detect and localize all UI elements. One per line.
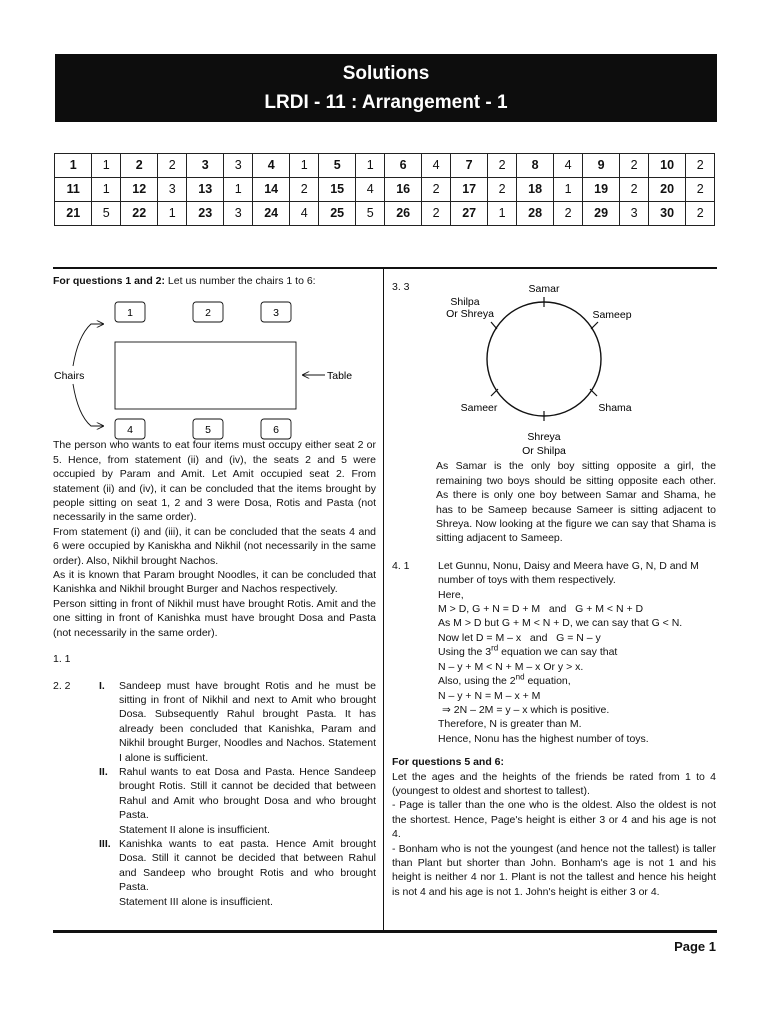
seat-1 [115, 302, 145, 322]
question-number: 8 [516, 154, 553, 178]
label-or-shilpa: Or Shilpa [522, 445, 566, 457]
label-or-shreya: Or Shreya [446, 308, 494, 320]
tick-sameep [591, 322, 598, 329]
q12-para-3: As it is known that Param brought Noodles, it can be concluded that Kanishka and Nikhil brought Burger and Nachos respectively. [53, 569, 376, 596]
arrow-up-icon [73, 324, 103, 366]
answer-value: 2 [620, 154, 649, 178]
answer-value: 1 [356, 154, 385, 178]
answer-value: 4 [356, 178, 385, 202]
question-number: 17 [450, 178, 487, 202]
statement-iii: III. Kanishka wants to eat pasta. Hence Amit brought Dosa. Still it cannot be decided that between Rahul and Sandeep who brought Rotis and who brought Pasta. Statement III alone is insufficient. [99, 837, 376, 908]
answer-value: 1 [488, 202, 517, 226]
answer-value: 2 [488, 178, 517, 202]
answer-value: 3 [224, 202, 253, 226]
label-shama: Shama [598, 402, 632, 414]
answer-3: 3. 3 [392, 281, 410, 293]
question-number: 15 [318, 178, 355, 202]
chairs-label: Chairs [54, 370, 85, 383]
question-number: 19 [582, 178, 619, 202]
answer-4-number: 4. 1 [392, 559, 410, 572]
tick-shama [590, 389, 597, 396]
q56-heading: For questions 5 and 6: [392, 756, 505, 769]
question-number: 16 [384, 178, 421, 202]
right-column: 3. 3 Samar Shilpa Or Shreya Sameep Sameer Shama Shreya Or Shilpa As Samar is the only boy sitting opposite a girl, the remaining two boys should be sitting opposite each other. As there is only one boy between Samar and Shama, he has to be Sameep because Sameer is sitting adjacent to Shreya. Now looking at the figure we can say that Shama is sitting adjacent to Sameep. 4. 1 Let Gunnu, Nonu, Daisy and Meera have G, N, D and M number of toys with them respectively. Here, M > D, G + N = D + M and G + M < N + D As M > D but G + M < N + D, we can say that G < N. Now let D = M – x and G = N – y Using the 3rd equation we can say that N – y + M < N + M – x Or y > x. Also, using the 2nd equation, N – y + N = M – x + M ⇒ 2N – 2M = y – x which is positive. Therefore, N is greater than M. Hence, Nonu has the highest number of toys. For questions 5 and 6: Let the ages and the heights of the friends be rated from 1 to 4 (youngest to oldest and shortest to tallest). - Page is taller than the one who is the oldest. Also the oldest is not the shortest. Hence, Page's height is either 3 or 4 and his age is not 4. - Bonham who is not the youngest (and hence not the tallest) is taller than Plant but shorter than John. Bonham's age is not 1 and his height is neither 4 nor 1. Plant is not the tallest and hence his height is not 4 and his age is not 1. John's height is either 3 or 4. [392, 281, 716, 898]
answer-value: 2 [488, 154, 517, 178]
answer-value: 1 [224, 178, 253, 202]
chair-table-diagram [53, 300, 376, 437]
q3-explanation: As Samar is the only boy sitting opposite a girl, the remaining two boys should be sitting opposite each other. As there is only one boy between Samar and Shama, he has to be Sameep because Sameer is sitting adjacent to Shreya. Now looking at the figure we can say that Shama is sitting adjacent to Sameep. [436, 460, 716, 545]
q4-using-third: Using the 3rd equation we can say that [438, 643, 618, 659]
q56-line-3: - Bonham who is not the youngest (and hence not the tallest) is taller than Plant but shorter than John. Bonham's age is not 1 and his height is neither 4 nor 1. Plant is not the tallest and hence his height is not 4 and his age is not 1. John's height is either 3 or 4. [392, 842, 716, 898]
statement-ii: II. Rahul wants to eat Dosa and Pasta. Hence Sandeep brought Rotis. Still it cannot be decided that between Rahul and Amit who brought Dosa and who brought Pasta. Statement II alone is insufficient. [99, 765, 376, 836]
question-number: 26 [384, 202, 421, 226]
svg-text:2: 2 [205, 307, 211, 320]
circular-arrangement-diagram [392, 280, 716, 456]
answer-value: 4 [290, 202, 319, 226]
answer-value: 3 [620, 202, 649, 226]
bottom-divider [53, 930, 717, 933]
seat-4 [115, 419, 145, 439]
top-divider [53, 267, 717, 269]
solutions-header [55, 54, 717, 122]
q12-intro: For questions 1 and 2: Let us number the chairs 1 to 6: [53, 275, 316, 287]
question-number: 11 [55, 178, 92, 202]
answer-value: 4 [554, 154, 583, 178]
svg-text:6: 6 [273, 424, 279, 437]
tick-sameer [491, 389, 498, 396]
arrow-down-icon [73, 384, 103, 426]
q12-para-4: Person sitting in front of Nikhil must have brought Rotis. Amit and the one sitting in front of Kanishka must have brought Dosa and Pasta (not necessarily in the same order). [53, 597, 376, 639]
table-rectangle [115, 342, 296, 409]
column-divider [383, 268, 384, 932]
question-number: 24 [252, 202, 289, 226]
question-number: 9 [582, 154, 619, 178]
answer-value: 5 [92, 202, 121, 226]
question-number: 5 [318, 154, 355, 178]
question-number: 21 [55, 202, 92, 226]
answer-value: 5 [356, 202, 385, 226]
answer-value: 3 [158, 178, 187, 202]
question-number: 27 [450, 202, 487, 226]
seat-3 [261, 302, 291, 322]
answer-value: 4 [422, 154, 451, 178]
question-number: 3 [186, 154, 223, 178]
answer-value: 2 [290, 178, 319, 202]
page-number: Page 1 [674, 939, 716, 954]
q12-para-2: From statement (i) and (iii), it can be concluded that the seats 4 and 6 were occupied by Kaniskha and Nikhil (not necessarily in the same order). Also, Nikhil brought Nachos. [53, 525, 376, 567]
question-number: 13 [186, 178, 223, 202]
svg-text:4: 4 [127, 424, 133, 437]
q12-heading: For questions 1 and 2: [53, 275, 166, 287]
implies-arrow-icon: ⇒ [442, 703, 451, 716]
question-number: 7 [450, 154, 487, 178]
question-number: 12 [120, 178, 157, 202]
header-subtitle: LRDI - 11 : Arrangement - 1 [264, 92, 508, 113]
question-number: 14 [252, 178, 289, 202]
question-number: 29 [582, 202, 619, 226]
question-number: 28 [516, 202, 553, 226]
question-number: 25 [318, 202, 355, 226]
answer-value: 1 [554, 178, 583, 202]
table-label: Table [327, 370, 353, 383]
label-sameep: Sameep [592, 309, 632, 321]
question-number: 4 [252, 154, 289, 178]
question-number: 10 [648, 154, 685, 178]
question-number: 6 [384, 154, 421, 178]
answer-value: 2 [686, 202, 715, 226]
answer-value: 2 [620, 178, 649, 202]
label-shreya: Shreya [527, 431, 561, 443]
answer-2-number: 2. 2 [53, 679, 71, 692]
seat-2 [193, 302, 223, 322]
answer-value: 3 [224, 154, 253, 178]
answer-value: 1 [158, 202, 187, 226]
q4-implies: ⇒ 2N – 2M = y – x which is positive. [438, 703, 716, 717]
q4-using-second: Also, using the 2nd equation, [438, 672, 571, 688]
label-samar: Samar [528, 283, 560, 295]
q12-para-1: The person who wants to eat four items must occupy either seat 2 or 5. Hence, from statement (ii) and (iv), the seats 2 and 5 were occupied by Param and Amit. Let Amit occupied seat 2. From statement (ii) and (iv), it can be concluded that the items brought by people sitting on seat 1, 2 and 3 were Dosa, Rotis and Pasta (not necessarily in the same order). [53, 439, 376, 524]
statement-i: I. Sandeep must have brought Rotis and he must be sitting in front of Nikhil and next to Amit who brought Dosa. Subsequently Rahul brought Pasta. It has already been concluded that Kanishka, Param and Nikhil brought Burger, Noodles and Nachos. Statement I alone is sufficient. [99, 679, 376, 764]
answer-key-table [54, 153, 715, 226]
answer-value: 1 [92, 178, 121, 202]
svg-text:5: 5 [205, 424, 211, 437]
seating-circle [487, 302, 601, 416]
question-number: 23 [186, 202, 223, 226]
svg-text:3: 3 [273, 307, 279, 320]
answer-value: 1 [92, 154, 121, 178]
answer-value: 2 [422, 178, 451, 202]
answer-value: 2 [554, 202, 583, 226]
label-sameer: Sameer [460, 402, 498, 414]
tick-shilpa [491, 322, 497, 329]
answer-key-row [55, 178, 715, 202]
question-number: 30 [648, 202, 685, 226]
question-number: 20 [648, 178, 685, 202]
q56-line-2: - Page is taller than the one who is the oldest. Also the oldest is not the shortest. Hence, Page's height is either 3 or 4 and his age is not 4. [392, 799, 716, 841]
answer-value: 2 [158, 154, 187, 178]
answer-value: 2 [686, 154, 715, 178]
question-number: 18 [516, 178, 553, 202]
question-number: 2 [120, 154, 157, 178]
answer-1: 1. 1 [53, 653, 71, 666]
label-shilpa: Shilpa [450, 296, 480, 308]
question-number: 22 [120, 202, 157, 226]
seat-5 [193, 419, 223, 439]
answer-value: 2 [422, 202, 451, 226]
answer-key-row [55, 202, 715, 226]
answer-value: 1 [290, 154, 319, 178]
header-title: Solutions [342, 63, 430, 84]
seat-6 [261, 419, 291, 439]
q56-line-1: Let the ages and the heights of the friends be rated from 1 to 4 (youngest to oldest and shortest to tallest). [392, 770, 716, 797]
left-column [53, 274, 376, 909]
question-number: 1 [55, 154, 92, 178]
answer-key-row [55, 154, 715, 178]
answer-value: 2 [686, 178, 715, 202]
svg-text:1: 1 [127, 307, 133, 320]
